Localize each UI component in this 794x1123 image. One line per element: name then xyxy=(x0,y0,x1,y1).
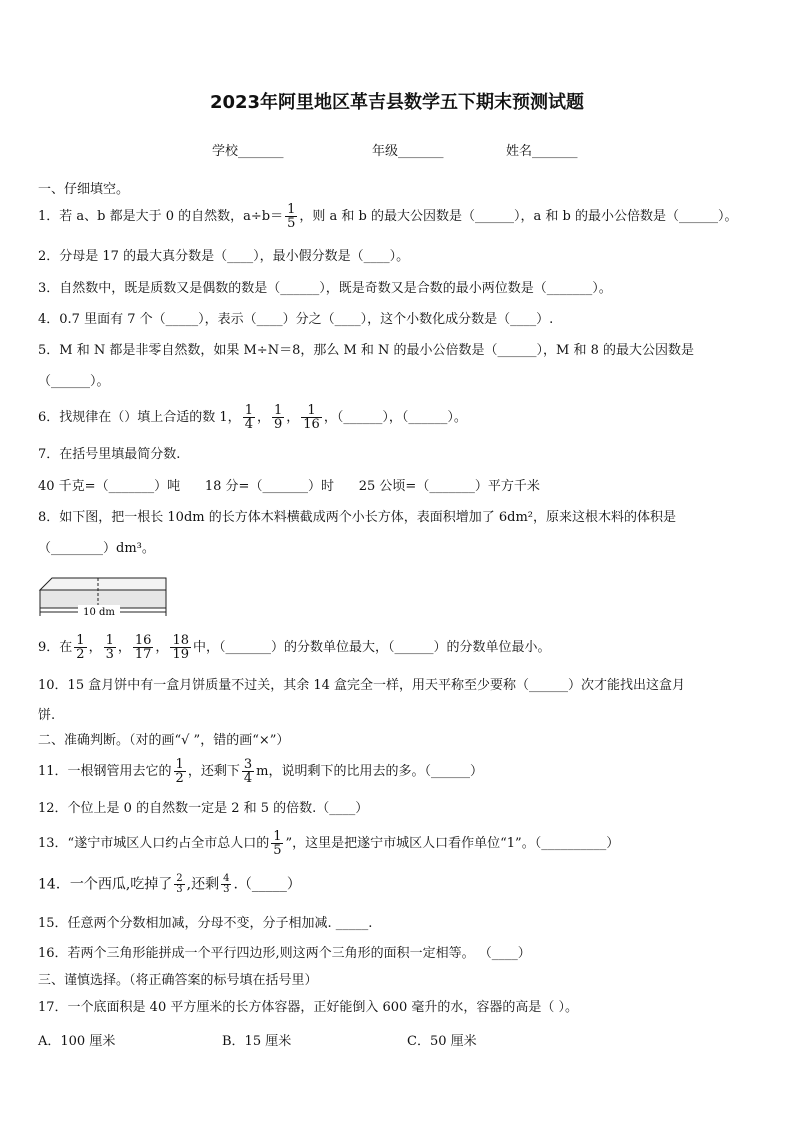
option-b[interactable]: B．15 厘米 xyxy=(222,1034,292,1049)
question-2: 2．分母是 17 的最大真分数是（____），最小假分数是（____）。 xyxy=(38,249,410,264)
wood-block-figure xyxy=(36,574,171,619)
question-12: 12．个位上是 0 的自然数一定是 2 和 5 的倍数.（____） xyxy=(38,801,369,816)
section-fill-blanks: 一、仔细填空。 xyxy=(38,182,130,197)
section-true-false: 二、准确判断。（对的画“√ ”，错的画“×”） xyxy=(38,733,290,748)
question-13: 13．“遂宁市城区人口约占全市总人口的 $\frac{1}{5}$ ”，这里是把遂宁市城区人口看作单位“1”。（__________） xyxy=(38,829,620,858)
school-field[interactable]: 学校_______ xyxy=(212,144,284,159)
question-4: 4．0.7 里面有 7 个（_____），表示（____）分之（____），这个小数化成分数是（____）. xyxy=(38,312,554,327)
question-16: 16．若两个三角形能拼成一个平行四边形,则这两个三角形的面积一定相等。 （____） xyxy=(38,946,531,961)
question-15: 15．任意两个分数相加减，分母不变，分子相加减. _____. xyxy=(38,916,373,931)
question-7: 7．在括号里填最简分数. xyxy=(38,447,181,462)
question-5: 5．M 和 N 都是非零自然数，如果 M÷N＝8，那么 M 和 N 的最小公倍数是（______），M 和 8 的最大公因数是 xyxy=(38,343,695,358)
question-8-cont: （________）dm³。 xyxy=(38,541,155,556)
question-11: 11．一根钢管用去它的 $\frac{1}{2}$ ，还剩下 $\frac{3}{4}$ m，说明剩下的比用去的多。（______） xyxy=(38,757,483,786)
option-a[interactable]: A．100 厘米 xyxy=(38,1034,116,1049)
question-6: 6．找规律在（）填上合适的数 1， $\frac{1}{4}$ ， $\frac{1}{9}$ ， $\frac{1}{16}$ ，（______），（______）。 xyxy=(38,403,467,432)
question-10: 10．15 盒月饼中有一盒月饼质量不过关，其余 14 盒完全一样，用天平称至少要称（______）次才能找出这盒月 xyxy=(38,678,686,693)
question-1: 1．若 a、b 都是大于 0 的自然数，a÷b＝ $\frac{1}{5}$ ，则 a 和 b 的最大公因数是（______），a 和 b 的最小公倍数是（______）。 xyxy=(38,202,738,231)
grade-field[interactable]: 年级_______ xyxy=(372,144,444,159)
name-field[interactable]: 姓名_______ xyxy=(506,144,578,159)
question-9: 9．在 $\frac{1}{2}$ ， $\frac{1}{3}$ ， $\frac{16}{17}$ ， $\frac{18}{19}$ 中，（_______）的分数单位最大，（______）的分数单位最小。 xyxy=(38,633,551,662)
page-title: 2023年阿里地区革吉县数学五下期末预测试题 xyxy=(209,92,585,113)
figure-length-label: 10 dm xyxy=(83,607,115,618)
section-multiple-choice: 三、谨慎选择。（将正确答案的标号填在括号里） xyxy=(38,973,318,988)
question-3: 3．自然数中，既是质数又是偶数的数是（______），既是奇数又是合数的最小两位数是（_______）。 xyxy=(38,281,612,296)
question-8: 8．如下图，把一根长 10dm 的长方体木料横截成两个小长方体，表面积增加了 6dm²，原来这根木料的体积是 xyxy=(38,510,676,525)
question-5-cont: （______）。 xyxy=(38,374,110,389)
question-7-parts: 40 千克=（_______）吨 18 分=（_______）时 25 公顷=（_______）平方千米 xyxy=(38,479,540,494)
question-10-cont: 饼. xyxy=(38,708,56,723)
option-c[interactable]: C．50 厘米 xyxy=(407,1034,477,1049)
question-17: 17．一个底面积是 40 平方厘米的长方体容器，正好能倒入 600 毫升的水，容器的高是（ ）。 xyxy=(38,1000,579,1015)
question-14: 14．一个西瓜,吃掉了 $\frac{2}{3}$ ,还剩 $\frac{4}{3}$ .（_____） xyxy=(38,873,301,895)
